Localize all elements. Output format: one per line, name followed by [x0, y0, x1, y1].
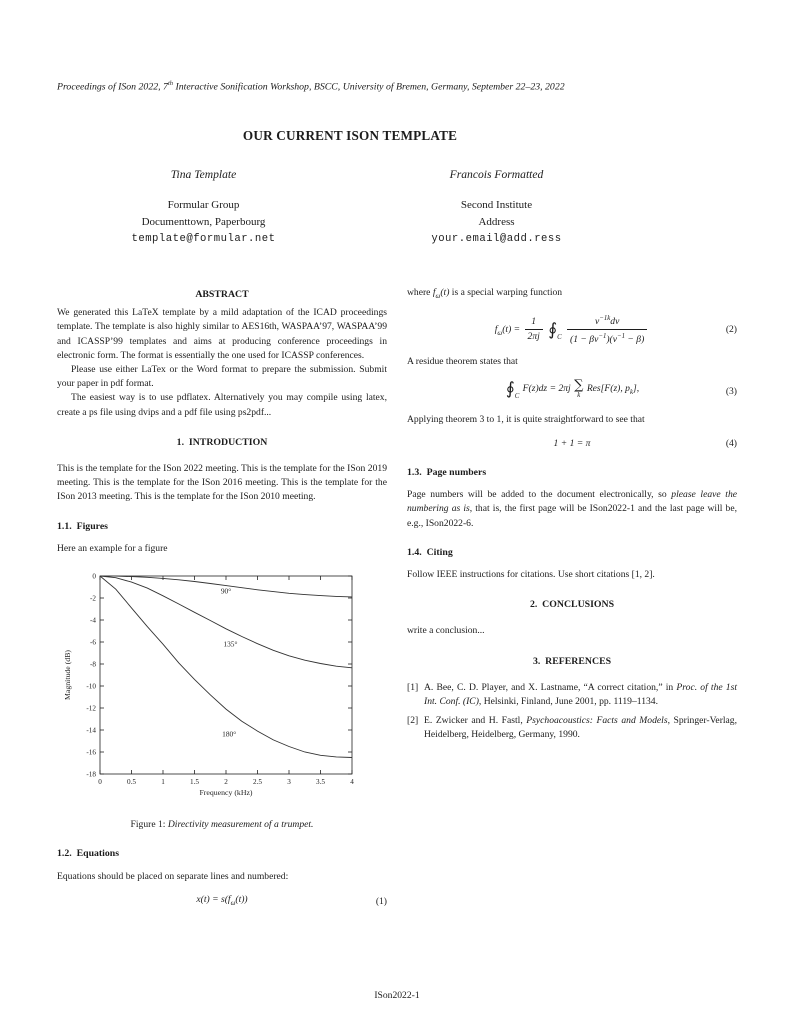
title-block [57, 128, 643, 248]
equation-3 [407, 379, 737, 405]
running-header-text-rest: Interactive Sonification Workshop, BSCC, University of Bremen, Germany, September 22–23, 2022 [173, 81, 565, 93]
y-axis-label: Magnitude (dB) [63, 650, 72, 701]
series-label-90°: 90° [220, 586, 232, 596]
y-tick-label: -8 [90, 660, 96, 669]
equation-1-body [196, 894, 247, 905]
equation-2-fraction-2: $\frac{\nu^{-1k}d\nu}{(1 - \beta\nu^{-1})(\nu^{-1} - \beta)}$ [567, 313, 647, 346]
author-2-email: your.email@add.ress [431, 233, 562, 245]
author-1-affiliation [57, 197, 350, 248]
figures-intro-text: Here an example for a figure [57, 542, 168, 554]
figures-heading: 1.1. Figures [57, 520, 108, 532]
x-axis-label: Frequency (kHz) [199, 788, 253, 798]
author-2-affiliation [350, 197, 643, 248]
x-tick-label: 2.5 [253, 778, 262, 787]
equation-1-lhs: x(t) = s(f [196, 893, 231, 905]
summation: ∑ k [574, 377, 584, 399]
reference-2-text: E. Zwicker and H. Fastl, Psychoacoustics: Facts and Models, Springer-Verlag, Heidelberg, Heidelberg, Germany, 1990. [424, 715, 738, 741]
y-tick-label: -10 [86, 682, 96, 691]
equation-1-subscript: ω [230, 899, 236, 907]
x-tick-label: 2 [224, 778, 228, 787]
x-tick-label: 0 [98, 778, 102, 787]
contour-integral: $∮_C$ [505, 379, 520, 401]
x-tick-label: 3.5 [316, 778, 325, 787]
reference-1-venue: Proc. of the 1st Int. Conf. (IC) [424, 681, 737, 707]
where-text: where [407, 287, 433, 298]
figure-1 [57, 568, 387, 832]
citing-heading: 1.4. Citing [407, 546, 453, 558]
figure-caption-text: Directivity measurement of a trumpet. [167, 819, 314, 831]
reference-2 [407, 714, 737, 742]
equation-2-body [494, 315, 650, 346]
y-tick-label: -4 [90, 616, 96, 625]
equation-2 [407, 313, 737, 346]
right-column [407, 283, 737, 748]
directivity-chart [57, 568, 387, 805]
introduction-heading: 1. INTRODUCTION [176, 436, 268, 448]
directivity-chart-svg [57, 568, 387, 800]
emphasized-text: please leave the numbering as is [407, 489, 738, 515]
equation-2-fraction-1: $\frac{1}{2\pi j}$ [525, 316, 543, 343]
page-numbers-heading: 1.3. Page numbers [407, 466, 487, 478]
abstract-heading: ABSTRACT [195, 289, 249, 300]
y-tick-label: -18 [86, 770, 96, 779]
equation-2-number: (2) [725, 323, 737, 335]
left-column [57, 283, 387, 920]
warping-function-text [407, 286, 737, 304]
equation-1-rhs: (t)) [235, 893, 248, 905]
reference-1-label: [1] [407, 681, 419, 693]
series-label-135°: 135° [223, 639, 238, 649]
x-tick-label: 1 [161, 778, 165, 787]
equation-3-number: (3) [725, 385, 737, 397]
y-tick-label: -12 [86, 704, 96, 713]
author-2-affiliation-line: Address [478, 216, 515, 228]
series-label-180°: 180° [222, 729, 237, 739]
x-tick-label: 0.5 [127, 778, 136, 787]
abstract-paragraph-2: Please use either LaTex or the Word format to prepare the submission. Submit your paper in pdf format. [57, 364, 387, 390]
equations-intro-text: Equations should be placed on separate lines and numbered: [57, 870, 289, 882]
equation-4-body: 1 + 1 = π [553, 437, 591, 449]
author-1-affiliation-line: Documenttown, Paperbourg [141, 216, 266, 228]
figure-1-caption [57, 818, 387, 832]
author-1 [57, 168, 350, 248]
running-header-text: Proceedings of ISon 2022, 7 [57, 81, 168, 93]
author-2 [350, 168, 643, 248]
running-header-superscript: th [167, 80, 173, 87]
equation-1 [57, 893, 387, 911]
y-tick-label: -6 [90, 638, 96, 647]
equation-4-number: (4) [725, 437, 737, 449]
y-tick-label: 0 [92, 572, 96, 581]
conclusions-paragraph: write a conclusion... [407, 625, 485, 637]
x-tick-label: 3 [287, 778, 291, 787]
inline-math-f-omega: $f_\omega(t)$ [432, 287, 450, 300]
reference-2-book-title: Psychoacoustics: Facts and Models [526, 715, 668, 727]
author-1-email: template@formular.net [131, 233, 276, 245]
y-tick-label: -14 [86, 726, 96, 735]
x-tick-label: 4 [350, 778, 354, 787]
citing-paragraph: Follow IEEE instructions for citations. Use short citations [1, 2]. [407, 568, 655, 580]
residue-theorem-text: A residue theorem states that [407, 356, 518, 368]
applying-theorem-text: Applying theorem 3 to 1, it is quite straightforward to see that [407, 414, 645, 426]
conclusions-heading: 2. CONCLUSIONS [529, 599, 615, 611]
where-text-rest: is a special warping function [449, 287, 563, 298]
abstract-paragraph-1: We generated this LaTeX template by a mild adaptation of the ICAD proceedings template. The template is also highly similar to AES16th, WASPAA’97, WASPAA’99 and ICASSP’99 templates and aims at producing conference proceedings in electronic form. The format is essentially the one used for ICASSP conferences. [57, 307, 387, 361]
authors-row [57, 168, 643, 248]
equation-1-number: (1) [375, 895, 387, 907]
axes-box [100, 576, 352, 774]
author-1-affiliation-line: Formular Group [167, 199, 240, 211]
reference-1-text: A. Bee, C. D. Player, and X. Lastname, “A correct citation,” in Proc. of the 1st Int. Conf. (IC), Helsinki, Finland, June 2001, pp. 1119–1134. [424, 681, 737, 707]
author-2-name: Francois Formatted [449, 168, 544, 181]
y-tick-label: -16 [86, 748, 96, 757]
paper-title: OUR CURRENT ISON TEMPLATE [242, 128, 458, 143]
running-header [57, 78, 747, 93]
contour-integral: $∮_C$ [548, 320, 562, 341]
reference-1 [407, 681, 737, 709]
y-tick-label: -2 [90, 594, 96, 603]
equations-heading: 1.2. Equations [57, 848, 120, 860]
page-numbers-paragraph: Page numbers will be added to the document electronically, so please leave the numbering as is, that is, the first page will be ISon2022-1 and the last page will be, e.g., ISon2022-6. [407, 489, 738, 529]
equation-2-lhs: $f_\omega(t)$ = [494, 324, 521, 337]
page-number: ISon2022-1 [374, 990, 420, 1001]
introduction-paragraph: This is the template for the ISon 2022 meeting. This is the template for the ISon 2019 meeting. This is the template for the ISon 2016 meeting. This is the template for the ISon 2013 meeting. This is the template for the ISon 2010 meeting. [57, 463, 387, 503]
reference-2-label: [2] [407, 715, 419, 727]
x-tick-label: 1.5 [190, 778, 199, 787]
equation-3-body: $∮_C$ F(z)dz = 2πj ∑ k Res[F(z), $p_k$], [505, 383, 639, 394]
abstract-paragraph-3: The easiest way is to use pdflatex. Alternatively you may compile using latex, create a ps file using dvips and a pdf file using ps2pdf... [57, 392, 387, 418]
equation-4 [407, 437, 737, 451]
figure-caption-label: Figure 1: [130, 819, 166, 831]
author-1-name: Tina Template [170, 168, 237, 181]
references-heading: 3. REFERENCES [532, 655, 612, 667]
author-2-affiliation-line: Second Institute [460, 199, 533, 211]
